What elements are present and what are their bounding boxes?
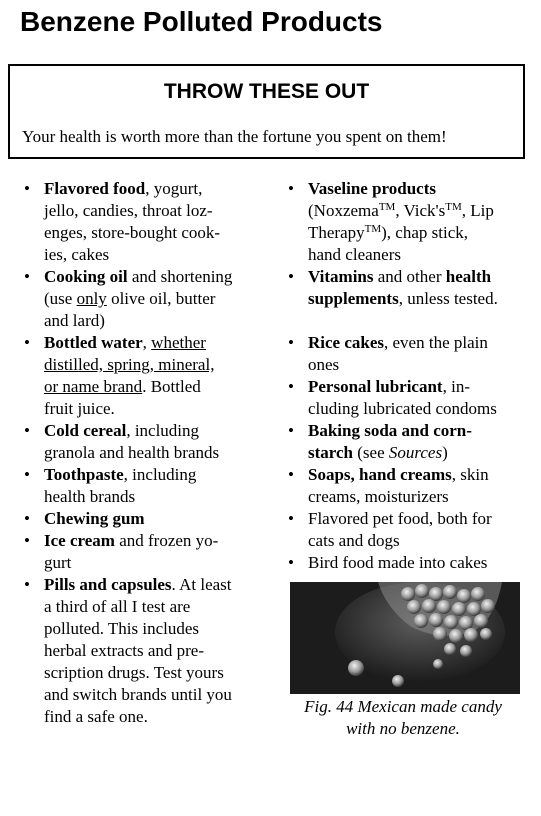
- item-term: Bottled water: [44, 333, 143, 352]
- list-item: • Baking soda and corn- starch (see Sources): [288, 420, 520, 464]
- list-item: • Ice cream and frozen yo- gurt: [24, 530, 262, 574]
- right-product-list: [288, 178, 520, 574]
- list-item: • Rice cakes, even the plain ones: [288, 332, 520, 376]
- candy-photo-image: [290, 582, 520, 694]
- list-item: • Bird food made into cakes: [288, 552, 520, 574]
- item-term: Cooking oil: [44, 267, 128, 286]
- item-term: Soaps, hand creams: [308, 465, 452, 484]
- figure-caption: [282, 696, 524, 740]
- list-item: • Personal lubricant, in- cluding lubricated condoms: [288, 376, 520, 420]
- list-item: • Bottled water, whether distilled, spring, mineral, or name brand. Bottled fruit juice.: [24, 332, 262, 420]
- page-title: Benzene Polluted Products: [20, 6, 383, 37]
- item-term: Rice cakes: [308, 333, 385, 352]
- list-item: • Flavored pet food, both for cats and dogs: [288, 508, 520, 552]
- item-term: Pills and capsules: [44, 575, 172, 594]
- left-product-list: [24, 178, 262, 728]
- item-term: Vaseline products: [308, 179, 436, 198]
- item-term: Vitamins: [308, 267, 374, 286]
- list-item: • Toothpaste, including health brands: [24, 464, 262, 508]
- item-term: Personal lubricant: [308, 377, 443, 396]
- list-item: [24, 508, 262, 530]
- list-item: • Vitamins and other health supplements, unless tested.: [288, 266, 520, 310]
- list-item: • Soaps, hand creams, skin creams, moisturizers: [288, 464, 520, 508]
- caption-line: with no benzene.: [346, 719, 460, 738]
- item-term: Baking soda and corn-: [308, 421, 472, 440]
- warning-box: [8, 64, 525, 159]
- candy-photo: [290, 582, 520, 694]
- list-item: • Flavored food, yogurt, jello, candies, throat loz- enges, store-bought cook- ies, cakes: [24, 178, 262, 266]
- item-term: Ice cream: [44, 531, 115, 550]
- item-term: Chewing gum: [44, 509, 145, 528]
- item-term: Cold cereal: [44, 421, 127, 440]
- list-item: • Vaseline products (Noxzema™, Vick's™, Lip Therapy™), chap stick, hand cleaners: [288, 178, 520, 266]
- warning-text: Your health is worth more than the fortune you spent on them!: [22, 127, 447, 146]
- caption-line: Fig. 44 Mexican made candy: [304, 697, 502, 716]
- list-item: • Cold cereal, including granola and health brands: [24, 420, 262, 464]
- warning-heading: THROW THESE OUT: [163, 80, 370, 103]
- item-term: Toothpaste: [44, 465, 124, 484]
- list-item: • Cooking oil and shortening (use only olive oil, butter and lard): [24, 266, 262, 332]
- item-term: Flavored food: [44, 179, 146, 198]
- list-item: • Pills and capsules. At least a third of all I test are polluted. This includes herbal extracts and pre- scription drugs. Test yours and switch brands until you find a safe one.: [24, 574, 262, 728]
